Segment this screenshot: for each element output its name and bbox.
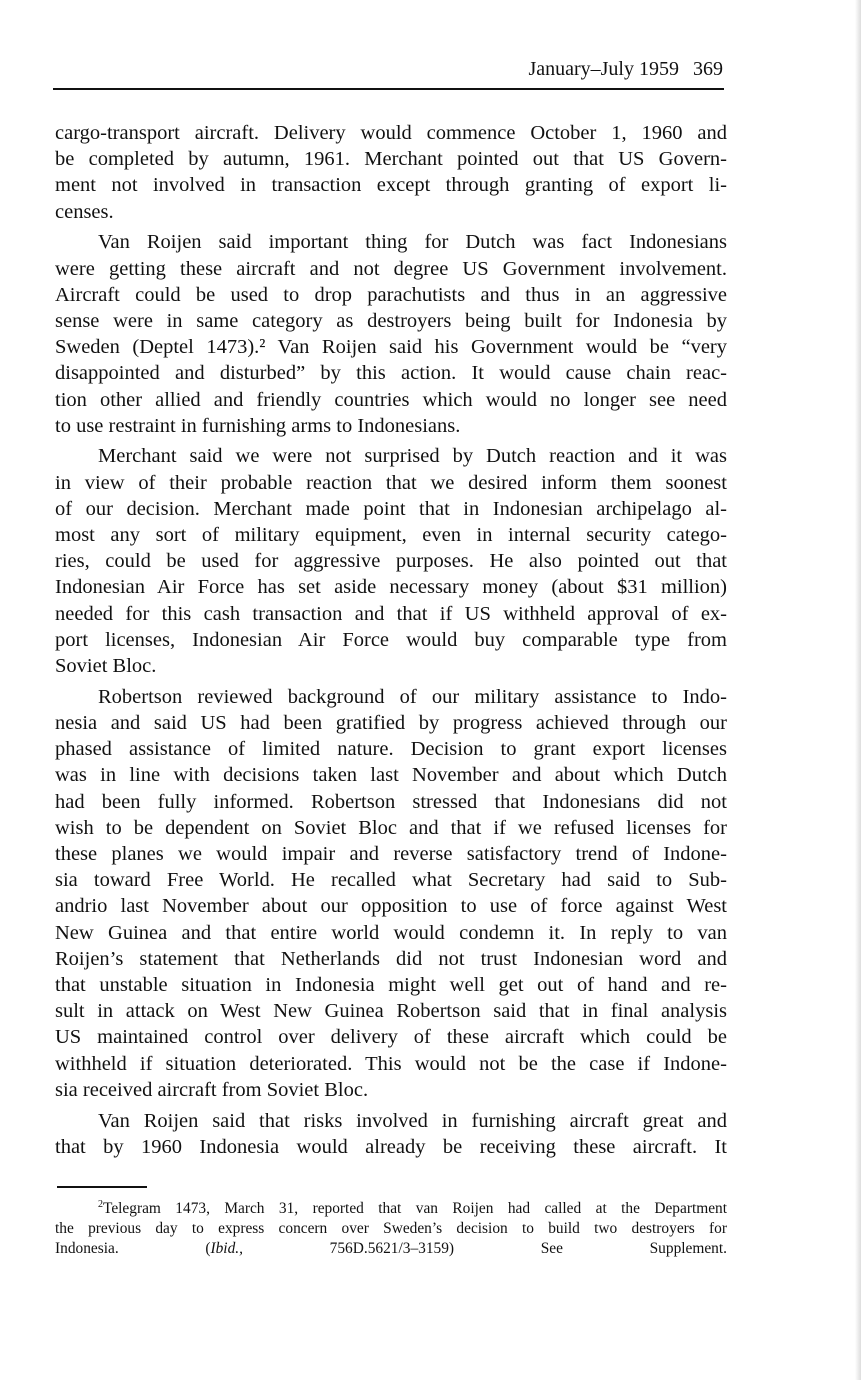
footnote-rule bbox=[57, 1186, 147, 1188]
paragraph bbox=[55, 684, 727, 1103]
text-line: needed for this cash transaction and that if US withheld approval of ex- bbox=[55, 602, 727, 625]
text-line: Sweden (Deptel 1473).² Van Roijen said his Government would be “very bbox=[55, 336, 727, 359]
text-line: were getting these aircraft and not degree US Government involvement. bbox=[55, 257, 727, 280]
text-line: that by 1960 Indonesia would already be receiving these aircraft. It bbox=[55, 1135, 727, 1158]
text-line: wish to be dependent on Soviet Bloc and that if we refused licenses for bbox=[55, 816, 727, 839]
text-line: cargo-transport aircraft. Delivery would commence October 1, 1960 and bbox=[55, 122, 727, 144]
footnote-text: 756D.5621/3–3159) See Supplement. bbox=[242, 1240, 727, 1257]
header-rule bbox=[53, 88, 724, 90]
text-line: sense were in same category as destroyers being built for Indonesia by bbox=[55, 309, 727, 332]
paragraph bbox=[55, 229, 727, 439]
text-line: censes. bbox=[55, 200, 114, 223]
text-line: of our decision. Merchant made point that in Indonesian archipelago al- bbox=[55, 497, 727, 520]
text-line: be completed by autumn, 1961. Merchant pointed out that US Govern- bbox=[55, 148, 727, 171]
footnote-line: the previous day to express concern over Sweden’s decision to build two destroyers for bbox=[55, 1220, 727, 1237]
text-line: nesia and said US had been gratified by progress achieved through our bbox=[55, 711, 727, 734]
text-line: Aircraft could be used to drop parachutists and thus in an aggressive bbox=[55, 283, 727, 306]
paragraph bbox=[55, 1108, 727, 1160]
text-line: ment not involved in transaction except through granting of export li- bbox=[55, 174, 727, 197]
text-line: Van Roijen said important thing for Dutch was fact Indonesians bbox=[98, 231, 727, 254]
text-line: was in line with decisions taken last November and about which Dutch bbox=[55, 764, 727, 787]
text-line: Robertson reviewed background of our military assistance to Indo- bbox=[98, 685, 727, 708]
running-header bbox=[55, 58, 723, 81]
footnote-text: Telegram 1473, March 31, reported that van Roijen had called at the Department bbox=[103, 1200, 727, 1217]
text-line: sult in attack on West New Guinea Robertson said that in final analysis bbox=[55, 1000, 727, 1023]
text-line: Indonesian Air Force has set aside necessary money (about $31 million) bbox=[55, 576, 727, 599]
text-line: phased assistance of limited nature. Decision to grant export licenses bbox=[55, 738, 727, 761]
text-line: had been fully informed. Robertson stressed that Indonesians did not bbox=[55, 790, 727, 813]
text-line: port licenses, Indonesian Air Force would buy comparable type from bbox=[55, 628, 727, 651]
page-number: 369 bbox=[693, 58, 723, 80]
text-line: ries, could be used for aggressive purposes. He also pointed out that bbox=[55, 550, 727, 573]
paragraph bbox=[55, 120, 727, 225]
text-line: tion other allied and friendly countries which would no longer see need bbox=[55, 388, 727, 411]
text-line: withheld if situation deteriorated. This would not be the case if Indone- bbox=[55, 1052, 727, 1075]
text-line: US maintained control over delivery of these aircraft which could be bbox=[55, 1026, 727, 1049]
text-line: New Guinea and that entire world would condemn it. In reply to van bbox=[55, 921, 727, 944]
text-line: sia toward Free World. He recalled what Secretary had said to Sub- bbox=[55, 869, 727, 892]
footnote bbox=[55, 1199, 727, 1259]
text-line: sia received aircraft from Soviet Bloc. bbox=[55, 1078, 369, 1101]
text-line: to use restraint in furnishing arms to Indonesians. bbox=[55, 414, 461, 437]
paragraph bbox=[55, 443, 727, 679]
text-line: that unstable situation in Indonesia might well get out of hand and re- bbox=[55, 974, 727, 996]
text-line: disappointed and disturbed” by this action. It would cause chain reac- bbox=[55, 362, 727, 385]
footnote-citation: Ibid., bbox=[210, 1240, 243, 1257]
running-title: January–July 1959 bbox=[528, 58, 679, 80]
page-edge bbox=[855, 0, 861, 1380]
footnote-marker: 2 bbox=[98, 1199, 103, 1210]
body-text bbox=[55, 120, 727, 1164]
text-line: Van Roijen said that risks involved in furnishing aircraft great and bbox=[98, 1109, 727, 1132]
text-line: Soviet Bloc. bbox=[55, 655, 157, 678]
text-line: most any sort of military equipment, even in internal security catego- bbox=[55, 524, 727, 547]
text-line: in view of their probable reaction that we desired inform them soonest bbox=[55, 471, 727, 494]
text-line: these planes we would impair and reverse satisfactory trend of Indone- bbox=[55, 842, 727, 865]
text-line: Roijen’s statement that Netherlands did not trust Indonesian word and bbox=[55, 947, 727, 970]
footnote-text: Indonesia. ( bbox=[55, 1240, 211, 1257]
text-line: Merchant said we were not surprised by Dutch reaction and it was bbox=[98, 445, 727, 468]
text-line: andrio last November about our opposition to use of force against West bbox=[55, 895, 727, 918]
footnote-line bbox=[55, 1199, 727, 1219]
footnote-line bbox=[55, 1239, 727, 1259]
